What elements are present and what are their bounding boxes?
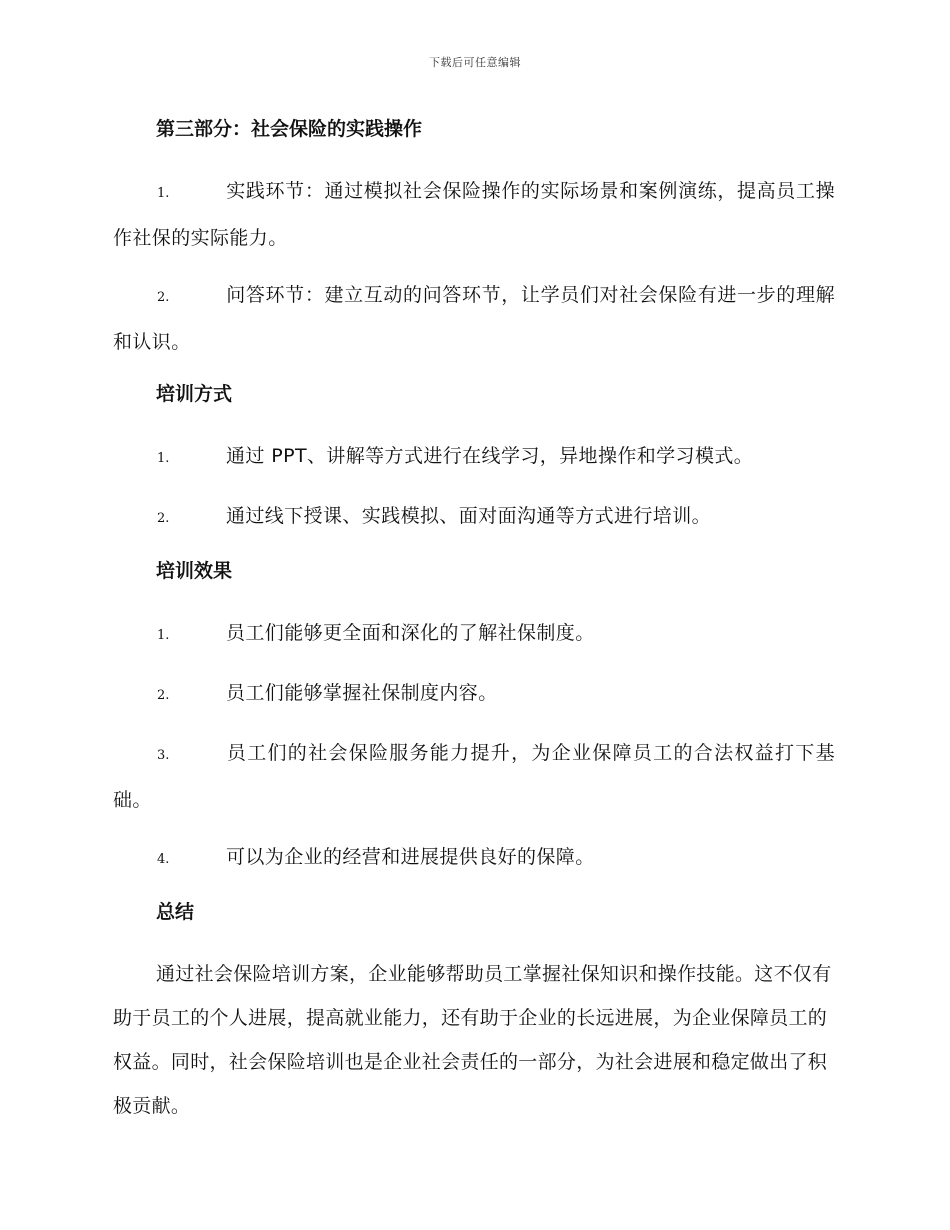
list-item [113,671,835,718]
list-number: 2. [157,511,170,526]
list-item [113,434,835,481]
list-text: 员工们的社会保险服务能力提升，为企业保障员工的合法权益打下基础。 [113,742,835,811]
summary-paragraph: 通过社会保险培训方案，企业能够帮助员工掌握社保知识和操作技能。这不仅有助于员工的个人进展，提高就业能力，还有助于企业的长远进展，为企业保障员工的权益。同时，社会保险培训也是企业社会责任的一部分，为社会进展和稳定做出了积极贡献。 [113,963,832,1117]
list-text: 通过线下授课、实践模拟、面对面沟通等方式进行培训。 [226,505,712,527]
section-heading-methods: 培训方式 [156,383,233,405]
section-heading-effects: 培训效果 [156,560,233,582]
list-item [113,494,835,541]
section-heading-summary: 总结 [156,901,195,923]
list-number: 2. [157,290,170,305]
list-item [113,731,835,822]
list-number: 3. [157,748,170,763]
list-number: 1. [157,186,170,201]
page-header-note: 下载后可任意编辑 [429,56,521,69]
list-item [113,169,835,260]
list-number: 2. [157,688,170,703]
list-number: 1. [157,628,170,643]
list-text: 问答环节：建立互动的问答环节，让学员们对社会保险有进一步的理解和认识。 [113,284,835,353]
list-number: 1. [157,451,170,466]
list-item [113,835,835,882]
list-text: 员工们能够掌握社保制度内容。 [226,682,498,704]
list-number: 4. [157,852,170,867]
list-item [113,273,835,364]
section-heading-practice: 第三部分：社会保险的实践操作 [156,118,423,140]
list-text: 可以为企业的经营和进展提供良好的保障。 [226,846,595,868]
document-body [113,112,835,1128]
list-text: 员工们能够更全面和深化的了解社保制度。 [226,622,595,644]
list-item [113,611,835,658]
list-text: 通过 PPT、讲解等方式进行在线学习，异地操作和学习模式。 [226,445,754,467]
list-text: 实践环节：通过模拟社会保险操作的实际场景和案例演练，提高员工操作社保的实际能力。 [113,180,835,249]
